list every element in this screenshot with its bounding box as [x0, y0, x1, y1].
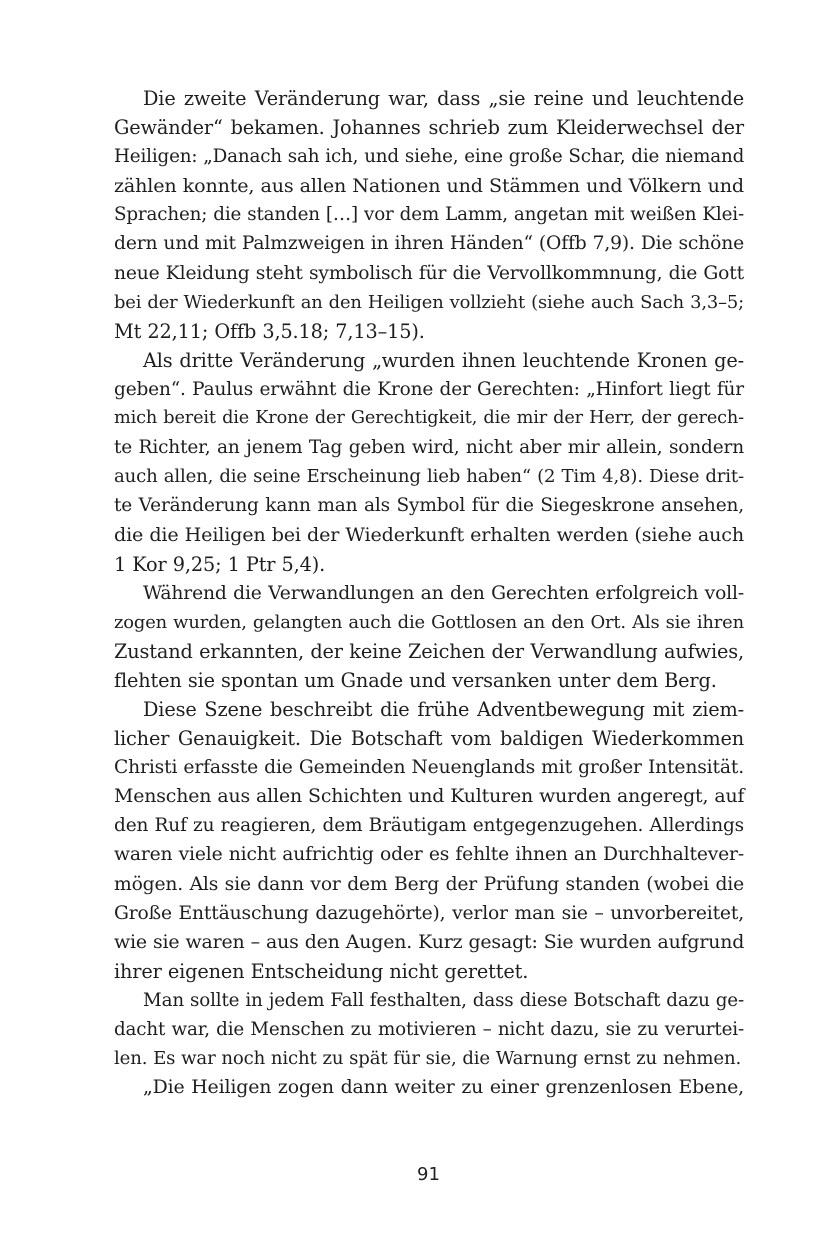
text-line: mögen. Als sie dann vor dem Berg der Prüfung standen (wobei die: [114, 873, 744, 895]
text-line: geben“. Paulus erwähnt die Krone der Gerechten: „Hinfort liegt für: [114, 378, 744, 400]
paragraph: [114, 1073, 744, 1102]
text-line: Als dritte Veränderung „wurden ihnen leuchtende Kronen ge-: [143, 348, 744, 372]
text-line: „Die Heiligen zogen dann weiter zu einer grenzenlosen Ebene,: [143, 1076, 744, 1099]
text-line: Heiligen: „Danach sah ich, und siehe, eine große Schar, die niemand: [114, 146, 745, 168]
text-line: Sprachen; die standen […] vor dem Lamm, angetan mit weißen Klei-: [114, 204, 744, 226]
paragraph: [114, 695, 744, 986]
body-text: [114, 84, 744, 1102]
text-line: neue Kleidung steht symbolisch für die Vervollkommnung, die Gott: [114, 262, 744, 284]
text-line: zählen konnte, aus allen Nationen und Stämmen und Völkern und: [114, 174, 744, 198]
text-line: len. Es war noch nicht zu spät für sie, die Warnung ernst zu nehmen.: [114, 1048, 742, 1070]
text-line: die die Heiligen bei der Wiederkunft erhalten werden (siehe auch: [114, 523, 744, 547]
text-line: te Richter, an jenem Tag geben wird, nicht aber mir allein, sondern: [114, 437, 744, 459]
text-line: Zustand erkannten, der keine Zeichen der Verwandlung aufwies,: [114, 639, 744, 663]
text-line: dern und mit Palmzweigen in ihren Händen“ (Offb 7,9). Die schöne: [114, 233, 744, 255]
text-line: licher Genauigkeit. Die Botschaft vom baldigen Wiederkommen: [114, 727, 744, 751]
paragraph: [114, 84, 744, 346]
text-line: Mt 22,11; Offb 3,5.18; 7,13–15).: [114, 319, 425, 343]
text-line: waren viele nicht aufrichtig oder es fehlte ihnen an Durchhaltever-: [114, 844, 744, 866]
text-line: ihrer eigenen Entscheidung nicht gerettet.: [114, 959, 529, 983]
text-line: mich bereit die Krone der Gerechtigkeit, die mir der Herr, der gerech-: [114, 408, 744, 429]
text-line: Menschen aus allen Schichten und Kulturen wurden angeregt, auf: [114, 785, 745, 808]
text-line: Große Enttäuschung dazugehörte), verlor man sie – unvorbereitet,: [114, 902, 744, 924]
text-line: 1 Kor 9,25; 1 Ptr 5,4).: [114, 552, 326, 576]
text-line: bei der Wiederkunft an den Heiligen vollzieht (siehe auch Sach 3,3–5;: [114, 291, 744, 313]
text-line: Man sollte in jedem Fall festhalten, dass diese Botschaft dazu ge-: [143, 989, 744, 1011]
text-line: zogen wurden, gelangten auch die Gottlosen an den Ort. Als sie ihren: [114, 611, 744, 633]
text-line: Diese Szene beschreibt die frühe Adventbewegung mit ziem-: [143, 697, 744, 721]
text-line: auch allen, die seine Erscheinung lieb haben“ (2 Tim 4,8). Diese drit-: [114, 466, 744, 488]
text-line: den Ruf zu reagieren, dem Bräutigam entgegenzugehen. Allerdings: [114, 815, 744, 837]
text-line: dacht war, die Menschen zu motivieren – nicht dazu, sie zu verurtei-: [114, 1019, 744, 1040]
paragraph: [114, 986, 744, 1073]
paragraph: [114, 346, 744, 579]
text-line: Gewänder“ bekamen. Johannes schrieb zum Kleiderwechsel der: [114, 116, 744, 140]
paragraph: [114, 579, 744, 695]
page-number: 91: [417, 1164, 440, 1185]
text-line: Christi erfasste die Gemeinden Neuenglands mit großer Intensität.: [114, 757, 744, 779]
text-line: Während die Verwandlungen an den Gerechten erfolgreich voll-: [143, 582, 744, 604]
text-line: Die zweite Veränderung war, dass „sie reine und leuchtende: [143, 87, 744, 110]
text-line: flehten sie spontan um Gnade und versanken unter dem Berg.: [114, 668, 717, 692]
text-line: wie sie waren – aus den Augen. Kurz gesagt: Sie wurden aufgrund: [114, 930, 745, 953]
text-line: te Veränderung kann man als Symbol für die Siegeskrone ansehen,: [114, 495, 744, 517]
